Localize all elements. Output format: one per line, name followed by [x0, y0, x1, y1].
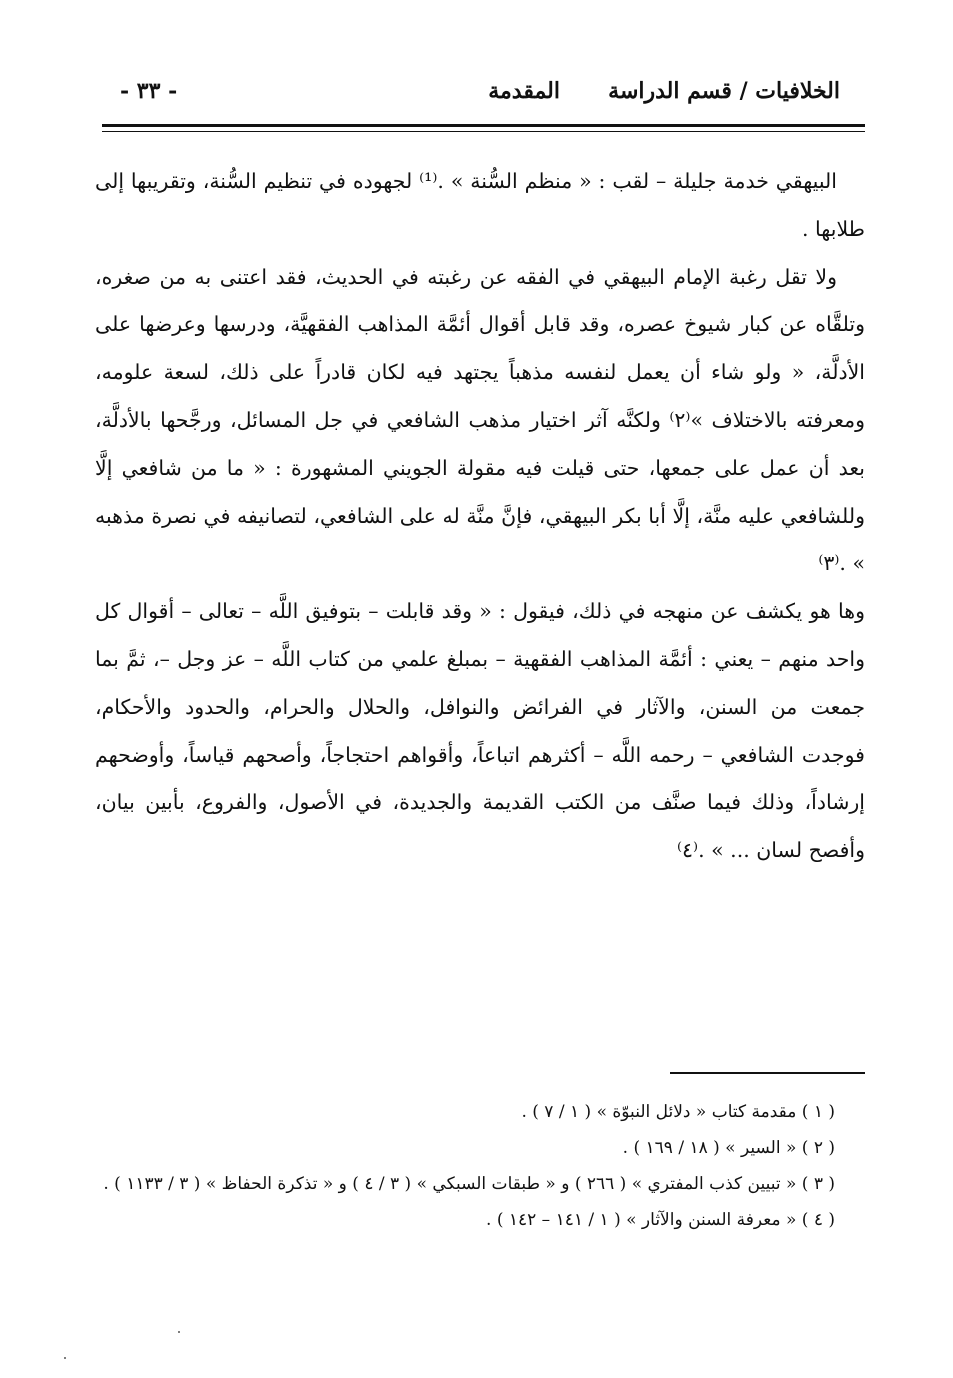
- footnotes: [95, 1094, 865, 1238]
- footnote-4: ( ٤ ) « معرفة السنن والآثار » ( ١ / ١٤١ – ١٤٢ ) .: [486, 1210, 835, 1230]
- section-title: المقدمة: [488, 78, 560, 104]
- book-title: الخلافيات / قسم الدراسة: [608, 78, 840, 104]
- footnote-1: ( ١ ) مقدمة كتاب « دلائل النبوّة » ( ١ / ٧ ) .: [521, 1102, 835, 1122]
- header-rule-thin: [102, 131, 865, 132]
- footnote-3: ( ٣ ) « تبيين كذب المفتري » ( ٢٦٦ ) و « طبقات السبكي » ( ٣ / ٤ ) و « تذكرة الحفاظ » ( ٣ / ١١٣٣ ) .: [103, 1174, 835, 1194]
- paragraph-1: البيهقي خدمة جليلة – لقب : « منظم السُّنة » .⁽¹⁾ لجهوده في تنظيم السُّنة، وتقريبها إلى طلابها .: [95, 169, 865, 241]
- paragraph-3: وها هو يكشف عن منهجه في ذلك، فيقول : « وقد قابلت – بتوفيق اللَّه – تعالى – أقوال كل واحد منهم – يعني : أئمَّة المذاهب الفقهية – بمبلغ علمي من كتاب اللَّه – عز وجل –، ثمَّ بما جمعت من السنن، والآثار في الفرائض والنوافل، والحلال والحرام، والحدود والأحكام، فوجدت الشافعي – رحمه اللَّه – أكثرهم اتباعاً، وأقواهم احتجاجاً، وأصحهم قياساً، وأوضحهم إرشاداً، وذلك فيما صنَّف من الكتب القديمة والجديدة، في الأصول، والفروع، بأبين بيان، وأفصح لسان ... » .⁽٤⁾: [95, 599, 865, 863]
- running-header: [120, 74, 840, 108]
- page-number: - ٣٣ -: [120, 78, 178, 104]
- scan-speck: [64, 1357, 66, 1359]
- footnote-separator: [670, 1072, 865, 1074]
- header-rule-thick: [102, 124, 865, 127]
- footnote-2: ( ٢ ) « السير » ( ١٨ / ١٦٩ ) .: [622, 1138, 835, 1158]
- scan-speck: [178, 1331, 180, 1333]
- paragraph-2: ولا تقل رغبة الإمام البيهقي في الفقه عن رغبته في الحديث، فقد اعتنى به من صغره، وتلقَّاه عن كبار شيوخ عصره، وقد قابل أقوال أئمَّة المذاهب الفقهيَّة، ودرسها وعرضها على الأدلَّة، « ولو شاء أن يعمل لنفسه مذهباً يجتهد فيه لكان قادراً على ذلك، لسعة علومه، ومعرفته بالاختلاف »⁽٢⁾ ولكنَّه آثر اختيار مذهب الشافعي في جل المسائل، ورجَّحها بالأدلَّة، بعد أن عمل على جمعها، حتى قيلت فيه مقولة الجويني المشهورة : « ما من شافعي إلَّا وللشافعي عليه منَّة، إلَّا أبا بكر البيهقي، فإنَّ منَّة له على الشافعي، لتصانيفه في نصرة مذهبه » .⁽٣⁾: [95, 264, 866, 576]
- main-text: [95, 158, 865, 875]
